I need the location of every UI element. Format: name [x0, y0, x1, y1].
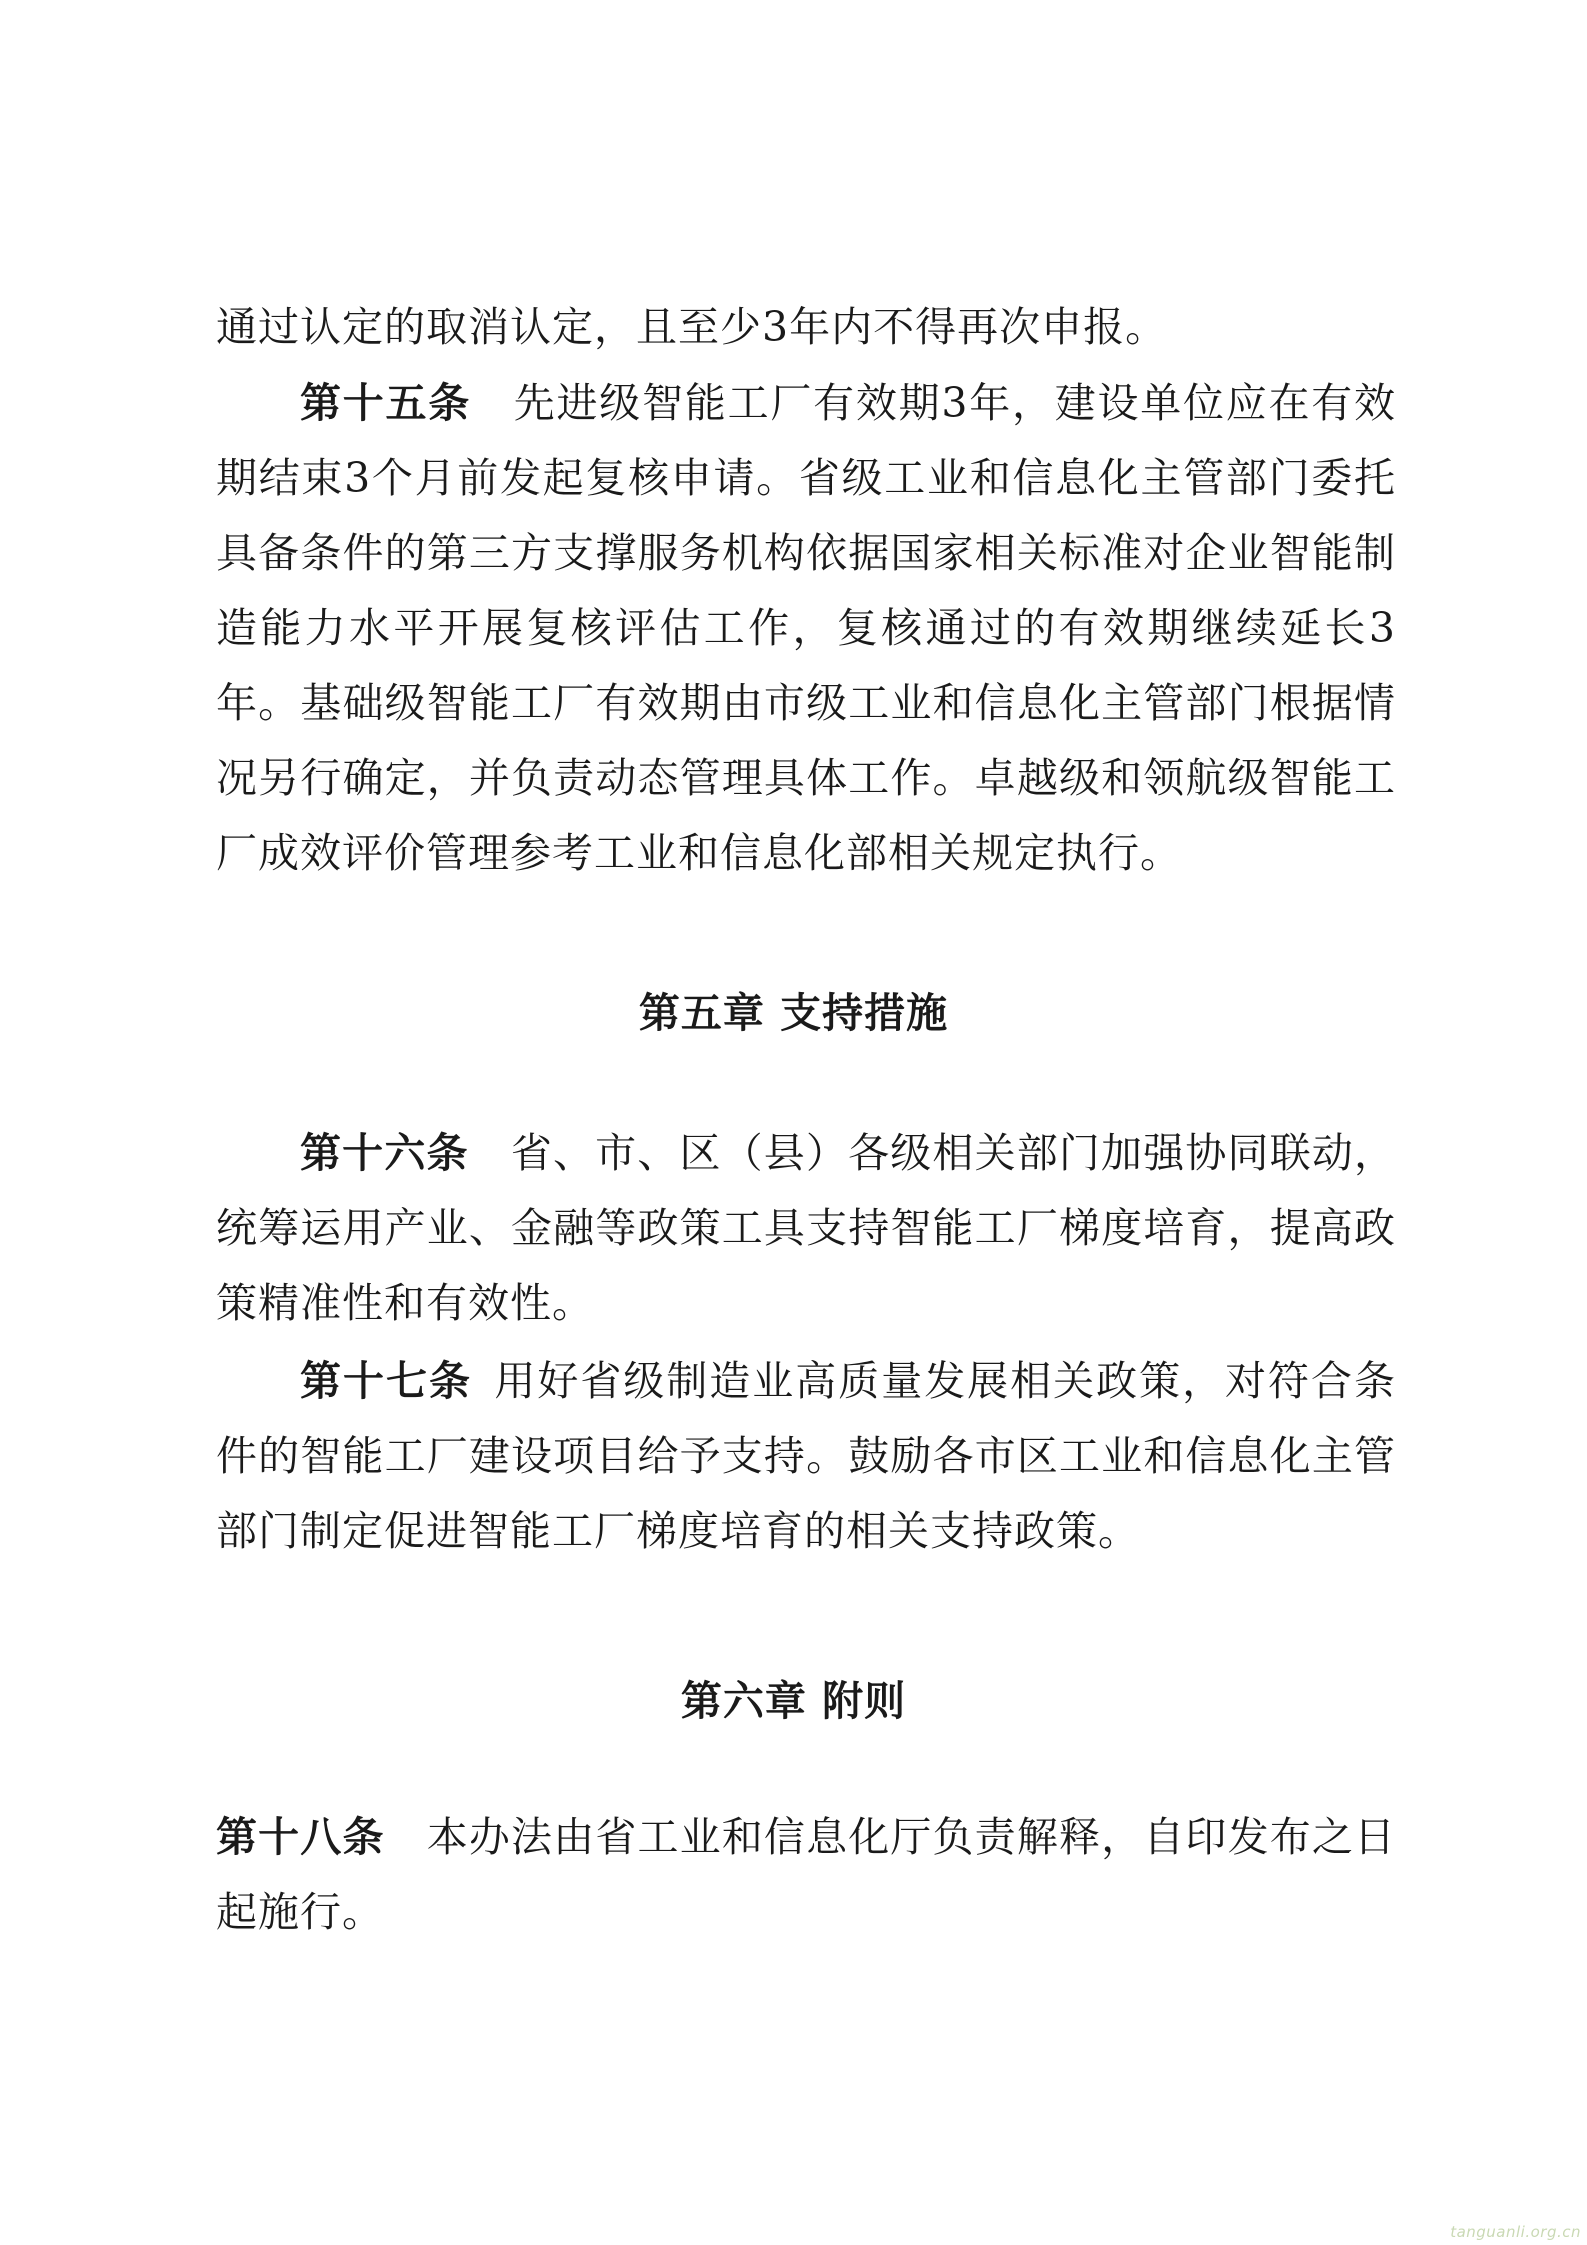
article-number: 第十八条 [216, 1813, 385, 1861]
site-watermark: tanguanli.org.cn [1450, 2223, 1581, 2241]
article-17 [216, 1344, 1396, 1569]
article-number: 第十五条 [300, 379, 472, 427]
article-number: 第十七条 [300, 1357, 472, 1405]
chapter-heading-5: 第五章 支持措施 [638, 989, 949, 1037]
article-text: 先进级智能工厂有效期3年，建设单位应在有效期结束3个月前发起复核申请。省级工业和信息化主管部门委托具备条件的第三方支撑服务机构依据国家相关标准对企业智能制造能力水平开展复核评估工作，复核通过的有效期继续延长3年。基础级智能工厂有效期由市级工业和信息化主管部门根据情况另行确定，并负责动态管理具体工作。卓越级和领航级智能工厂成效评价管理参考工业和信息化部相关规定执行。 [216, 379, 1397, 877]
article-text: 省、市、区（县）各级相关部门加强协同联动，统筹运用产业、金融等政策工具支持智能工厂梯度培育，提高政策精准性和有效性。 [216, 1129, 1397, 1327]
article-18 [216, 1800, 1396, 1950]
paragraph-continuation [216, 290, 1396, 365]
paragraph-text: 通过认定的取消认定，且至少3年内不得再次申报。 [216, 303, 1168, 351]
article-16 [216, 1116, 1396, 1341]
article-text: 本办法由省工业和信息化厅负责解释，自印发布之日起施行。 [216, 1813, 1397, 1936]
article-number: 第十六条 [300, 1129, 469, 1177]
article-text: 用好省级制造业高质量发展相关政策，对符合条件的智能工厂建设项目给予支持。鼓励各市区工业和信息化主管部门制定促进智能工厂梯度培育的相关支持政策。 [216, 1357, 1396, 1555]
article-15 [216, 366, 1396, 891]
chapter-heading-6: 第六章 附则 [680, 1677, 907, 1725]
